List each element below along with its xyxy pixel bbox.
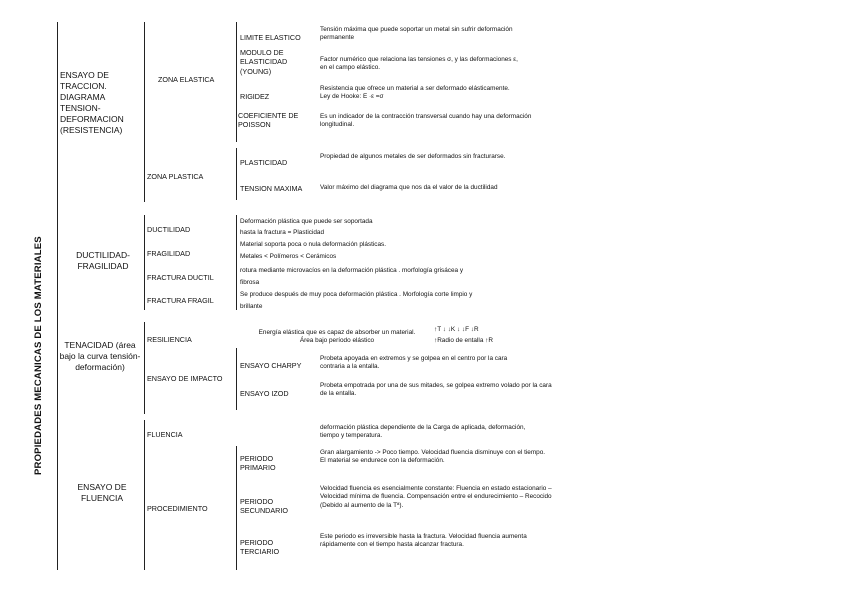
izod-term: ENSAYO IZOD — [240, 389, 289, 398]
brace-fluencia — [144, 420, 145, 570]
main-title: PROPIEDADES MECANICAS DE LOS MATERIALES — [33, 236, 44, 475]
resiliencia-note-2: ↑Radio de entalla ↑R — [434, 337, 493, 344]
tension-max-desc: Valor máximo del diagrama que nos da el valor de la ductilidad — [320, 184, 498, 191]
periodo-secundario-term: PERIODO SECUNDARIO — [240, 497, 288, 516]
fluencia-label: ENSAYO DE FLUENCIA — [77, 482, 127, 504]
tenacidad-label: TENACIDAD (área bajo la curva tensión-deformación) — [59, 340, 141, 373]
poisson-term: COEFICIENTE DE POISSON — [238, 111, 299, 130]
modulo-desc: Factor numérico que relaciona las tensiones σ, y las deformaciones ε, en el campo elástico. — [320, 56, 518, 72]
modulo-term: MODULO DE ELASTICIDAD (YOUNG) — [240, 48, 288, 76]
periodo-secundario-desc: Velocidad fluencia es esencialmente constante: Fluencia en estado estacionario – Velocidad mínima de fluencia. Compensación entre el endurecimiento – Recocido (Debido al aumento de la Tª). — [320, 485, 552, 509]
brace-zona-elastica — [236, 22, 237, 142]
resiliencia-note-1: ↑T ↓ ↓K ↓ ↓F ↓R — [434, 326, 479, 333]
brace-main — [57, 22, 58, 570]
brace-ductilidad-desc — [236, 215, 237, 310]
periodo-primario-desc: Gran alargamiento -> Poco tiempo. Velocidad fluencia disminuye con el tiempo. El material se endurece con la deformación. — [320, 449, 546, 465]
periodo-terciario-desc: Este periodo es irreversible hasta la fractura. Velocidad fluencia aumenta rápidamente con el tiempo hasta alcanzar fractura. — [320, 533, 527, 549]
zona-plastica-label: ZONA PLASTICA — [147, 172, 204, 181]
ductilidad-desc-line: rotura mediante microvacíos en la deformación plástica . morfología grisácea y — [240, 267, 464, 274]
brace-zona-plastica — [236, 148, 237, 200]
procedimiento-label: PROCEDIMIENTO — [147, 504, 208, 513]
brace-ductilidad — [144, 215, 145, 310]
poisson-desc: Es un indicador de la contracción transversal cuando hay una deformación longitudinal. — [320, 113, 532, 129]
impacto-label: ENSAYO DE IMPACTO — [147, 374, 223, 383]
charpy-desc: Probeta apoyada en extremos y se golpea en el centro por la cara contraria a la entalla. — [320, 355, 508, 371]
fractura-fragil-item: FRACTURA FRAGIL — [147, 296, 214, 305]
fluencia-desc: deformación plástica dependiente de la Carga de aplicada, deformación, tiempo y temperatura. — [320, 424, 526, 440]
plasticidad-term: PLASTICIDAD — [240, 158, 288, 167]
brace-traccion — [144, 22, 145, 202]
ductilidad-desc-line: fibrosa — [240, 279, 260, 286]
brace-procedimiento — [236, 446, 237, 570]
ductilidad-desc-line: Deformación plástica que puede ser soportada — [240, 218, 373, 225]
charpy-term: ENSAYO CHARPY — [240, 361, 302, 370]
periodo-terciario-term: PERIODO TERCIARIO — [240, 538, 280, 557]
ductilidad-desc-line: Material soporta poca o nula deformación plásticas. — [240, 241, 386, 248]
ductilidad-item: DUCTILIDAD — [147, 225, 191, 234]
rigidez-desc: Resistencia que ofrece un material a ser deformado elásticamente. Ley de Hooke: E ·ε =σ — [320, 85, 510, 101]
traccion-label: ENSAYO DE TRACCION. DIAGRAMA TENSION-DEFORMACION (RESISTENCIA) — [60, 70, 124, 136]
ductilidad-desc-line: Metales < Polímeros < Cerámicos — [240, 253, 337, 260]
fragilidad-item: FRAGILIDAD — [147, 249, 191, 258]
brace-tenacidad — [144, 322, 145, 414]
ductilidad-label: DUCTILIDAD-FRAGILIDAD — [76, 250, 130, 272]
ductilidad-desc-line: hasta la fractura = Plasticidad — [240, 229, 325, 236]
periodo-primario-term: PERIODO PRIMARIO — [240, 454, 276, 473]
limite-elastico-desc: Tensión máxima que puede soportar un metal sin sufrir deformación permanente — [320, 26, 513, 42]
tension-max-term: TENSION MAXIMA — [240, 184, 303, 193]
izod-desc: Probeta empotrada por una de sus mitades, se golpea extremo volado por la cara de la entalla. — [320, 382, 552, 398]
fluencia-term: FLUENCIA — [147, 430, 183, 439]
resiliencia-desc: Energía elástica que es capaz de absorber un material. Área bajo período elástico — [258, 329, 416, 345]
resiliencia-term: RESILIENCIA — [147, 335, 192, 344]
limite-elastico-term: LIMITE ELASTICO — [240, 33, 301, 42]
ductilidad-desc-line: Se produce después de muy poca deformación plástica . Morfología corte limpio y — [240, 291, 473, 298]
plasticidad-desc: Propiedad de algunos metales de ser deformados sin fracturarse. — [320, 153, 506, 160]
fractura-ductil-item: FRACTURA DUCTIL — [147, 273, 214, 282]
zona-elastica-label: ZONA ELASTICA — [158, 75, 215, 84]
ductilidad-desc-line: brillante — [240, 303, 263, 310]
rigidez-term: RIGIDEZ — [240, 92, 270, 101]
